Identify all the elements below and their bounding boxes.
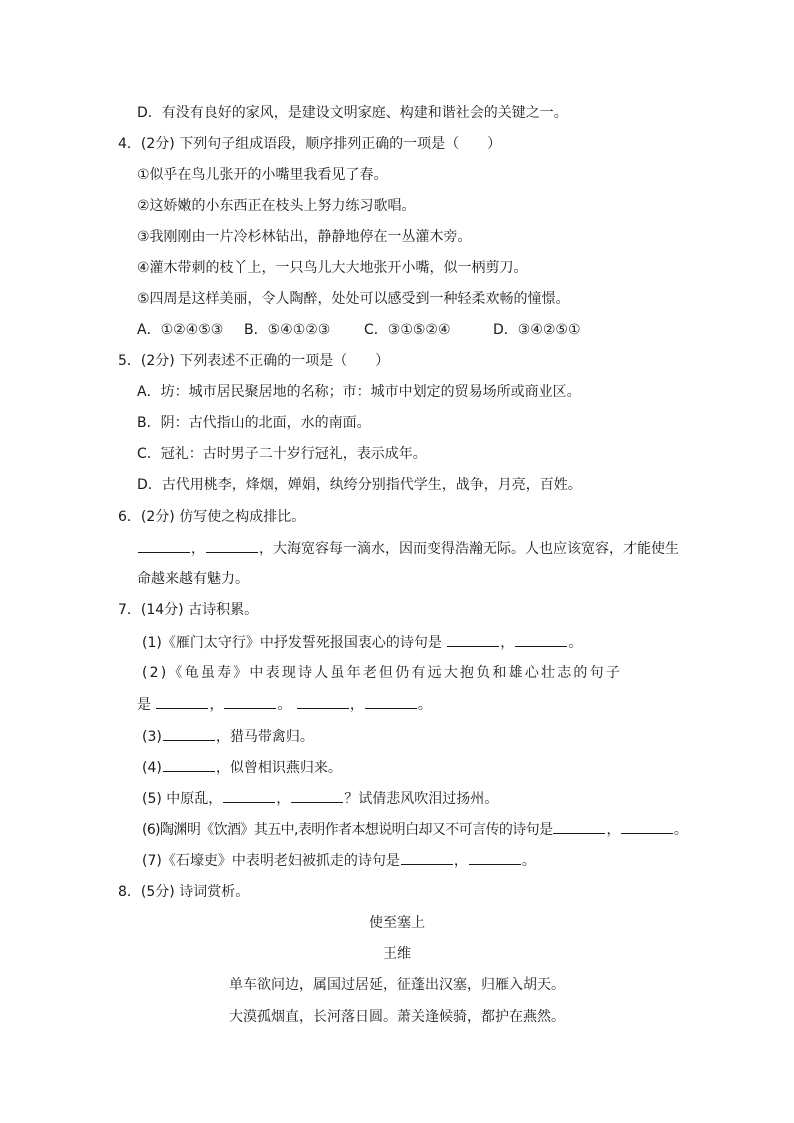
q4-option-c: C．③①⑤②④	[364, 322, 451, 338]
q6-blank-2[interactable]	[206, 538, 258, 553]
q7-period: 。	[521, 853, 536, 869]
q6-line-2: 命越来越有魅力。	[137, 571, 249, 587]
q7-item-7-blank-2[interactable]	[469, 850, 521, 865]
q7-item-1-blank-1[interactable]	[447, 632, 499, 647]
q7-item-6-blank-2[interactable]	[621, 819, 673, 834]
q7-item-2-line-1: (2)《龟虽寿》中表现诗人虽年老但仍有远大抱负和雄心壮志的句子	[142, 665, 623, 681]
q4-sentence-2: ②这娇嫩的小东西正在枝头上努力练习歌唱。	[137, 198, 416, 214]
poem-line-2: 大漠孤烟直，长河落日圆。萧关逢候骑，都护在燕然。	[229, 1009, 565, 1025]
q6-sep: ，	[191, 541, 205, 557]
q7-item-5-blank-2[interactable]	[291, 788, 343, 803]
poem-title: 使至塞上	[369, 915, 425, 931]
q7-item-2-blank-4[interactable]	[365, 694, 417, 709]
q7-item-7-blank-1[interactable]	[401, 850, 453, 865]
q7-item-3-prefix: (3)	[142, 729, 162, 745]
q7-item-3-blank[interactable]	[163, 726, 215, 741]
q7-item-3	[142, 726, 314, 746]
q4-option-d: D．③④②⑤①	[493, 322, 581, 338]
poem-line-1: 单车欲问边，属国过居延，征蓬出汉塞，归雁入胡天。	[229, 977, 565, 993]
q5-option-b: B．阴：古代指山的北面，水的南面。	[137, 415, 371, 431]
q7-item-6	[142, 819, 687, 839]
q7-comma: ，	[209, 697, 224, 713]
q7-item-5-prefix: (5) 中原乱，	[142, 791, 223, 807]
q7-item-5	[142, 788, 498, 808]
q7-period: 。	[277, 697, 296, 713]
q6-blank-1[interactable]	[138, 538, 190, 553]
q5-option-d: D．古代用桃李，烽烟，婵娟，纨绔分别指代学生，战争，月亮，百姓。	[137, 477, 582, 493]
q7-comma: ，	[276, 791, 291, 807]
q7-item-7	[142, 850, 536, 870]
q5-option-c: C．冠礼：古时男子二十岁行冠礼，表示成年。	[137, 446, 427, 462]
q6-line-1	[137, 538, 679, 558]
q7-period: 。	[417, 697, 432, 713]
q7-comma: ，	[606, 822, 620, 838]
q7-period: 。	[673, 822, 688, 838]
q7-item-1-text: (1)《雁门太守行》中抒发誓死报国衷心的诗句是	[142, 635, 442, 651]
q7-item-2-blank-3[interactable]	[297, 694, 349, 709]
q4-option-b: B．⑤④①②③	[244, 322, 331, 338]
q7-item-2-prefix: 是	[137, 697, 151, 713]
q4-sentence-5: ⑤四周是这样美丽，令人陶醉，处处可以感受到一种轻柔欢畅的憧憬。	[137, 291, 570, 307]
q7-item-1-blank-2[interactable]	[515, 632, 567, 647]
q7-comma: ，	[453, 853, 468, 869]
q4-sentence-4: ④灌木带刺的枝丫上，一只鸟儿大大地张开小嘴，似一柄剪刀。	[137, 260, 528, 276]
q6-stem: 6．(2分) 仿写使之构成排比。	[118, 509, 306, 525]
q5-option-a: A．坊：城市居民聚居地的名称；市：城市中划定的贸易场所或商业区。	[137, 384, 581, 400]
q7-period: 。	[568, 635, 583, 651]
q7-item-1	[142, 632, 582, 652]
q3-option-d: D．有没有良好的家风，是建设文明家庭、构建和谐社会的关键之一。	[137, 105, 568, 121]
q4-option-a: A．①②④⑤③	[137, 322, 224, 338]
q7-item-6-blank-1[interactable]	[553, 819, 605, 834]
q4-stem: 4．(2分) 下列句子组成语段，顺序排列正确的一项是（ ）	[118, 136, 502, 152]
q4-sentence-1: ①似乎在鸟儿张开的小嘴里我看见了春。	[137, 167, 388, 183]
q7-item-6-text: (6)陶渊明《饮酒》其五中,表明作者本想说明白却又不可言传的诗句是	[142, 822, 553, 838]
q7-item-5-blank-1[interactable]	[223, 788, 275, 803]
q7-item-3-text: ，猎马带禽归。	[215, 729, 314, 745]
q5-stem: 5．(2分) 下列表述不正确的一项是（ ）	[118, 353, 390, 369]
q7-comma: ，	[349, 697, 364, 713]
q4-sentence-3: ③我刚刚由一片冷杉林钻出，静静地停在一丛灌木旁。	[137, 229, 472, 245]
q7-item-7-text: (7)《石壕吏》中表明老妇被抓走的诗句是	[142, 853, 400, 869]
poem-author: 王维	[383, 946, 411, 962]
q7-item-2-blank-1[interactable]	[156, 694, 208, 709]
q7-item-4-blank[interactable]	[163, 757, 215, 772]
q7-item-2-line-2	[137, 694, 432, 714]
q7-item-4-prefix: (4)	[142, 760, 162, 776]
q7-item-5-text: ？试倩悲风吹泪过扬州。	[344, 791, 499, 807]
q7-item-4-text: ，似曾相识燕归来。	[215, 760, 342, 776]
q7-item-2-blank-2[interactable]	[224, 694, 276, 709]
q8-stem: 8．(5分) 诗词赏析。	[118, 884, 250, 900]
q7-comma: ，	[500, 635, 515, 651]
q7-stem: 7．(14分) 古诗积累。	[118, 602, 259, 618]
q6-line-1-text: ，大海宽容每一滴水，因而变得浩瀚无际。人也应该宽容，才能使生	[259, 541, 679, 557]
q7-item-4	[142, 757, 342, 777]
